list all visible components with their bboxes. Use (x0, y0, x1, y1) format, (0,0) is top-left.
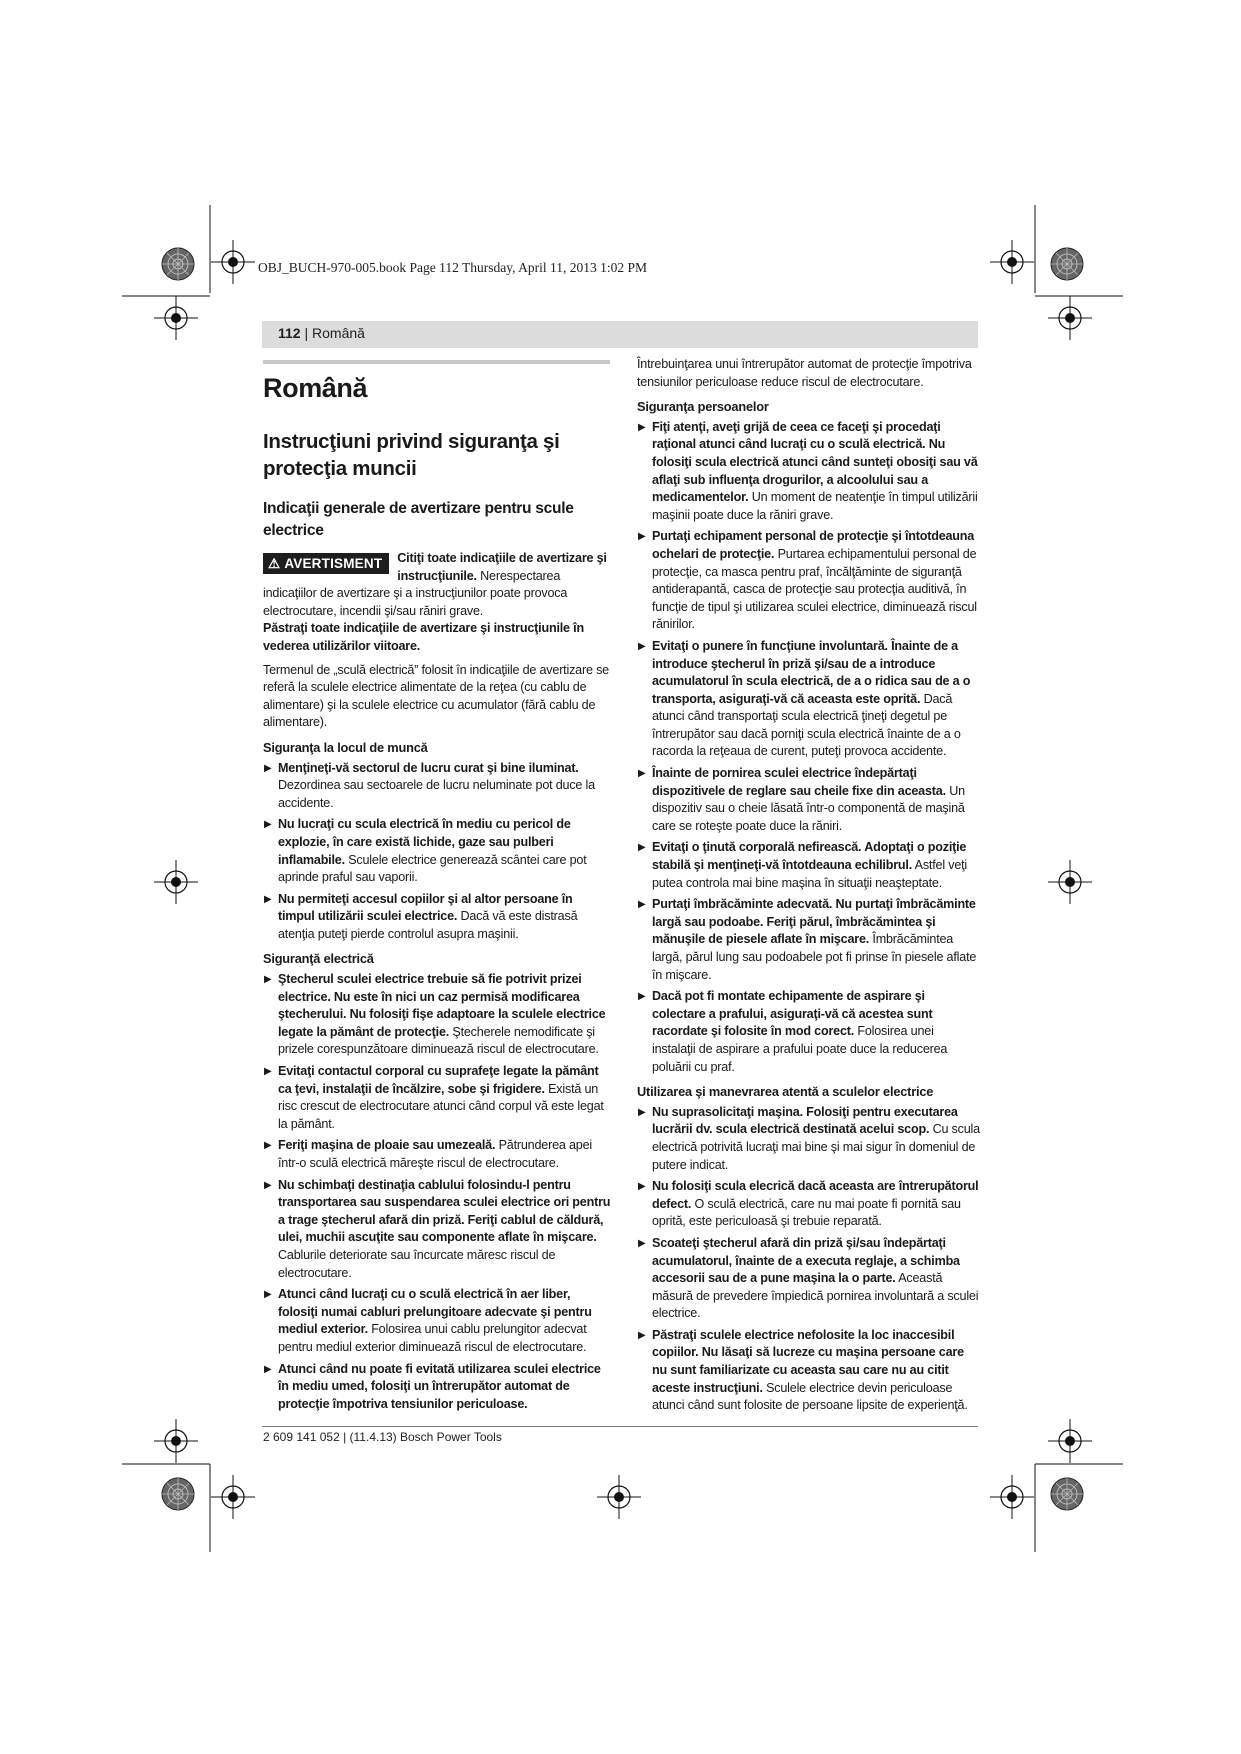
list-item-bold: Nu lucraţi cu scula electrică în mediu cu pericol de explozie, în care există lichide, gaze sau pulberi inflamabile. (278, 817, 571, 867)
registration-mark-icon (211, 240, 255, 284)
list-item-bold: Purtaţi echipament personal de protecţie şi întotdeauna ochelari de protecţie. (652, 529, 975, 561)
color-target-icon (1051, 248, 1083, 280)
running-header (278, 325, 365, 341)
list-item (263, 1286, 611, 1356)
list-item-text: Dezordinea sau sectoarele de lucru neluminate pot duce la accidente. (278, 778, 595, 810)
bullet-arrow-icon: ▶ (638, 899, 646, 911)
registration-mark-icon (1048, 296, 1092, 340)
tool-use-list (637, 1104, 980, 1415)
header-section: Română (312, 325, 365, 341)
list-item-text: Purtarea echipamentului personal de protecţie, ca masca pentru praf, încălţăminte de siguranţă antiderapantă, casca de protecţie sau protecţia auditivă, în funcţie de tipul şi utilizarea sculei electrice, diminuează riscul rănirilor. (652, 546, 977, 632)
list-item (637, 896, 980, 984)
registration-mark-icon (154, 860, 198, 904)
list-item (263, 1137, 611, 1172)
list-item-bold: Evitaţi o ţinută corporală nefirească. Adoptaţi o poziţie stabilă şi menţineţi-vă întotdeauna echilibrul. (652, 840, 967, 873)
bullet-arrow-icon: ▶ (638, 1181, 646, 1193)
color-target-icon (162, 1478, 194, 1510)
list-item-text: Dacă atunci când transportaţi scula electrică ţineţi degetul pe întrerupător sau dacă porniţi scula electrică înainte de a o racorda la reţeaua de curent, puteţi provoca accidente. (652, 691, 961, 759)
rcd-continuation: Întrebuinţarea unui întrerupător automat de protecţie împotriva tensiunilor periculoase reduce riscul de electrocutare. (637, 357, 972, 389)
keep-instructions: Păstraţi toate indicaţiile de avertizare şi instrucţiunile în vederea utilizărilor viitoare. (263, 621, 584, 653)
personal-safety-heading: Siguranţa persoanelor (637, 399, 769, 415)
list-item-text: Folosirea unei instalaţii de aspirare a prafului poate duce la reducerea poluării cu praf. (652, 1024, 948, 1074)
warning-lead-bold: Citiţi toate indicaţiile de avertizare şi instrucţiunile. (397, 551, 607, 583)
list-item-bold: Atunci când nu poate fi evitată utilizarea sculei electrice în mediu umed, folosiţi un întrerupător automat de protecţie împotriva tensiunilor periculoase. (278, 1361, 601, 1411)
bullet-arrow-icon: ▶ (638, 768, 646, 780)
header-separator: | (300, 325, 313, 341)
list-item-text: Sculele electrice devin periculoase atunci când sunt folosite de persoane lipsite de experienţă. (652, 1380, 968, 1413)
list-item (637, 419, 980, 525)
running-header-bar (262, 321, 978, 348)
warning-lead-text: Nerespectarea indicaţiilor de avertizare şi a instrucţiunilor poate provoca electrocutare, incendii şi/sau răniri grave. (263, 568, 568, 618)
list-item (263, 1063, 611, 1133)
color-target-icon (162, 248, 194, 280)
bullet-arrow-icon: ▶ (264, 1363, 272, 1375)
list-item (637, 638, 980, 761)
page-number: 112 (278, 325, 301, 341)
list-item-bold: Evitaţi o punere în funcţiune involuntară. Înainte de a introduce ştecherul în priză şi/sau de a introduce acumulatorul în scula electrică, de a o ridica sau de a o transporta, asiguraţi-vă că aceasta este oprită. (652, 638, 971, 706)
printer-slug: OBJ_BUCH-970-005.book Page 112 Thursday, April 11, 2013 1:02 PM (258, 260, 648, 275)
registration-mark-icon (154, 1419, 198, 1463)
term-paragraph: Termenul de „sculă electrică” folosit în indicaţiile de avertizare se referă la sculele electrice alimentate de la reţea (cu cablu de alimentare) şi la sculele electrice cu acumulator (fără cablu de alimentare). (263, 662, 609, 730)
footer-rule (262, 1426, 978, 1427)
list-item-text: Pătrunderea apei într-o sculă electrică măreşte riscul de electrocutare. (278, 1138, 593, 1170)
color-target-icon (1051, 1478, 1083, 1510)
registration-mark-icon (154, 296, 198, 340)
bullet-arrow-icon: ▶ (264, 1140, 272, 1152)
list-item-bold: Scoateţi ştecherul afară din priză şi/sau îndepărtaţi acumulatorul, înainte de a executa reglaje, a schimba accesorii sau de a pune maşina la o parte. (652, 1235, 960, 1286)
bullet-arrow-icon: ▶ (638, 640, 646, 652)
bullet-arrow-icon: ▶ (264, 974, 272, 986)
bullet-arrow-icon: ▶ (264, 1289, 272, 1301)
list-item-text: Folosirea unui cablu prelungitor adecvat pentru mediul exterior diminuează riscul de electrocutare. (278, 1322, 587, 1354)
tool-use-heading: Utilizarea şi manevrarea atentă a sculelor electrice (637, 1084, 934, 1100)
list-item-bold: Nu schimbaţi destinaţia cablului folosindu-l pentru transportarea sau suspendarea sculei electrice ori pentru a trage ştecherul afară din priză. Feriţi cablul de căldură, ulei, muchii ascuţite sau componente aflate în mişcare. (278, 1177, 611, 1245)
warning-block (263, 550, 611, 620)
bullet-arrow-icon: ▶ (638, 991, 646, 1003)
electrical-list (263, 971, 611, 1413)
registration-mark-icon (1048, 1419, 1092, 1463)
page-footer: 2 609 141 052 | (11.4.13) Bosch Power Tools (263, 1430, 502, 1444)
registration-mark-icon (1048, 860, 1092, 904)
list-item (637, 1104, 980, 1174)
list-item (637, 839, 980, 892)
list-item (263, 1177, 611, 1283)
list-item-bold: Păstraţi sculele electrice nefolosite la loc inaccesibil copiilor. Nu lăsaţi să lucreze cu maşina persoane care nu sunt familiarizate cu aceasta sau care nu au citit aceste instrucţiuni. (652, 1327, 964, 1395)
bullet-arrow-icon: ▶ (638, 1329, 646, 1341)
list-item-bold: Menţineţi-vă sectorul de lucru curat şi bine iluminat. (278, 760, 579, 775)
list-item-text: Dacă vă este distrasă atenţia puteţi pierde controlul asupra maşinii. (278, 909, 578, 941)
warning-badge-label: AVERTISMENT (284, 556, 383, 571)
list-item (263, 816, 611, 886)
list-item-bold: Nu folosiţi scula elecrică dacă aceasta are întrerupătorul defect. (652, 1179, 979, 1211)
list-item-bold: Purtaţi îmbrăcăminte adecvată. Nu purtaţi îmbrăcăminte largă sau podoabe. Feriţi părul, îmbrăcămintea şi mănuşile de piesele aflate în mişcare. (652, 897, 976, 947)
list-item-bold: Atunci când lucraţi cu o sculă electrică în aer liber, folosiţi numai cabluri prelungitoare adecvate şi pentru mediul exterior. (278, 1287, 592, 1337)
list-item (637, 1327, 980, 1415)
list-item-bold: Evitaţi contactul corporal cu suprafeţe legate la pământ ca ţevi, instalaţii de încălzire, sobe şi frigidere. (278, 1064, 599, 1096)
list-item (637, 1235, 980, 1323)
list-item-text: Un dispozitiv sau o cheie lăsată într-o componentă de maşină care se roteşte poate duce la răniri. (652, 783, 965, 833)
bullet-arrow-icon: ▶ (264, 893, 272, 905)
list-item-text: Astfel veţi putea controla mai bine maşina în situaţii neaşteptate. (652, 858, 968, 890)
title-rule (263, 360, 610, 364)
list-item-text: Sculele electrice generează scântei care pot aprinde praful sau vaporii. (278, 852, 587, 885)
bullet-arrow-icon: ▶ (264, 1179, 272, 1191)
list-item-text: Cablurile deteriorate sau încurcate măresc riscul de electrocutare. (278, 1247, 556, 1280)
bullet-arrow-icon: ▶ (264, 819, 272, 831)
list-item-bold: Fiţi atenţi, aveţi grijă de ceea ce faceţi şi procedaţi raţional atunci când lucraţi cu o sculă electrică. Nu folosiţi scula electrică atunci când sunteţi obosiţi sau vă aflaţi sub influenţa drogurilor, a alcoolului sau a medicamentelor. (652, 419, 978, 505)
list-item-bold: Nu suprasolicitaţi maşina. Folosiţi pentru executarea lucrării dv. scula electrică destinată acelui scop. (652, 1104, 958, 1137)
list-item-bold: Nu permiteţi accesul copiilor şi al altor persoane în timpul utilizării sculei electrice. (278, 891, 573, 924)
registration-mark-icon (990, 1475, 1034, 1519)
list-item-text: O sculă electrică, care nu mai poate fi pornită sau oprită, este periculoasă şi trebuie reparată. (652, 1196, 961, 1229)
left-column (263, 358, 611, 1417)
list-item-text: Cu scula electrică potrivită lucraţi mai bine şi mai sigur în domeniul de putere indicat. (652, 1122, 980, 1172)
electrical-heading: Siguranţă electrică (263, 951, 374, 967)
list-item (637, 1178, 980, 1231)
section-title: Instrucţiuni privind siguranţa şi protecţia muncii (263, 430, 560, 480)
bullet-arrow-icon: ▶ (638, 842, 646, 854)
list-item-text: Ştecherele nemodificate şi prizele corespunzătoare diminuează riscul de electrocutare. (278, 1024, 599, 1057)
list-item (263, 1361, 611, 1414)
personal-safety-list (637, 419, 980, 1076)
warning-badge (263, 553, 389, 574)
bullet-arrow-icon: ▶ (638, 1106, 646, 1118)
right-column (637, 356, 980, 1419)
general-warnings-heading: Indicaţii generale de avertizare pentru scule electrice (263, 500, 574, 539)
list-item-text: Un moment de neatenţie în timpul utilizării maşinii poate duce la răniri grave. (652, 490, 978, 522)
list-item (263, 971, 611, 1059)
list-item (263, 891, 611, 944)
list-item-text: Există un risc crescut de electrocutare atunci când corpul vă este legat la pământ. (278, 1081, 604, 1131)
list-item-bold: Ştecherul sculei electrice trebuie să fie potrivit prizei electrice. Nu este în nici un caz permisă modificarea ştecherului. Nu folosiţi fişe adaptoare la sculele electrice legate la pământ de protecţie. (278, 972, 606, 1039)
page-title: Română (263, 373, 368, 403)
warning-triangle-icon: ⚠ (268, 556, 281, 571)
list-item-text: Îmbrăcămintea largă, părul lung sau podoabele pot fi prinse în piesele aflate în mişcare. (652, 932, 977, 982)
list-item (637, 765, 980, 835)
list-item-bold: Feriţi maşina de ploaie sau umezeală. (278, 1138, 496, 1153)
work-area-list (263, 760, 611, 944)
registration-mark-icon (597, 1475, 641, 1519)
list-item (263, 760, 611, 813)
bullet-arrow-icon: ▶ (264, 762, 272, 774)
list-item (637, 988, 980, 1076)
list-item-bold: Dacă pot fi montate echipamente de aspirare şi colectare a prafului, asiguraţi-vă că acestea sunt racordate şi folosite în mod corect. (652, 989, 933, 1039)
bullet-arrow-icon: ▶ (638, 1237, 646, 1249)
work-area-heading: Siguranţa la locul de muncă (263, 739, 428, 755)
list-item-bold: Înainte de pornirea sculei electrice îndepărtaţi dispozitivele de reglare sau cheile fixe din aceasta. (652, 766, 946, 798)
registration-mark-icon (990, 240, 1034, 284)
list-item (637, 528, 980, 634)
bullet-arrow-icon: ▶ (638, 531, 646, 543)
list-item-text: Această măsură de prevedere împiedică pornirea involuntară a sculei electrice. (652, 1271, 979, 1321)
bullet-arrow-icon: ▶ (638, 421, 646, 433)
bullet-arrow-icon: ▶ (264, 1066, 272, 1078)
registration-mark-icon (211, 1475, 255, 1519)
